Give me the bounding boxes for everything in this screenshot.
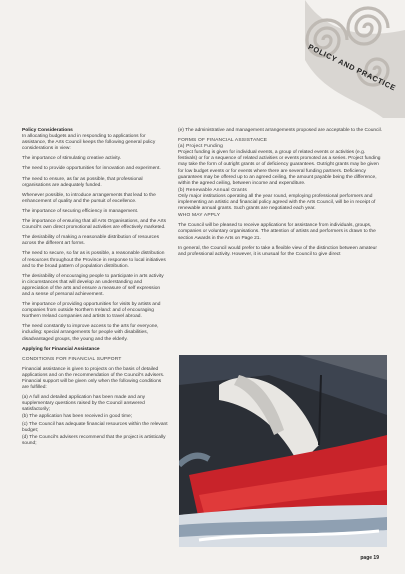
policy-point: The need constantly to improve access to the arts for everyone, including: special arrangements for people with disabilities, disadvantaged groups, the young and the elderly. (22, 324, 159, 342)
section-banner: POLICY AND PRACTICE (306, 42, 397, 93)
project-funding-text: Project funding is given for individual events, a group of related events or activities (e.g. festivals) or for a sequence of related activities or events promoted as a series. Project funding may take the form of outright grants or of deficiency guarantees. Outright grants may be given for low budget events or for events where there are several funding partners. Deficiency guarantees may be offered up to an agreed ceiling, the amount payable being the difference, within the agreed ceiling, between income and expenditure. (178, 150, 381, 186)
condition-item: (d) The Council's advisers recommend that the project is artistically sound; (22, 434, 166, 446)
left-column (22, 128, 168, 448)
policy-point: The desirability of making a reasonable distribution of resources across the different art forms. (22, 235, 160, 247)
policy-point: The need to secure, so far as is possible, a reasonable distribution of resources throughout the Province in response to local initiatives and to the broad pattern of population distribution. (22, 251, 166, 269)
policy-point: The importance of ensuring that all Arts Organisations, and the Arts Council's own direct promotional activities are effectively marketed. (22, 219, 167, 231)
forms-heading: FORMS OF FINANCIAL ASSISTANCE (178, 138, 268, 144)
conditions-intro: Financial assistance is given to projects on the basis of detailed applications and on the recommendation of the Council's advisers. Financial support will be given only when the following conditions are fulfilled: (22, 366, 165, 391)
policy-point: The importance of stimulating creative activity. (22, 156, 121, 162)
who-may-apply-text: The Council will be pleased to receive applications for assistance from individuals, groups, companies or voluntary organisations. The attention of artists and performers is drawn to the section Awards in the Arts on Page 21. (178, 223, 376, 241)
policy-point: The importance of providing opportunities for visits by artists and companies from outside Northern Ireland: and of encouraging Northern Ireland companies and artists to travel abroad. (22, 302, 161, 320)
condition-item: (c) The Council has adequate financial resources within the relevant budget; (22, 421, 168, 433)
annual-grants-text: Only major institutions operating all the year round, employing professional performers and implementing an artistic and financial policy agreed with the Arts Council, will be in receipt of renewable annual grants. Such grants are negotiated each year. (178, 193, 376, 212)
project-funding-heading: (a) Project Funding (178, 144, 223, 150)
condition-item: (a) A full and detailed application has been made and any supplementary questions raised by the Council answered satisfactorily; (22, 395, 146, 413)
who-may-apply-text: In general, the Council would prefer to take a flexible view of the distinction between amateur and professional activity. However, it is unusual for the Council to give direct (178, 245, 377, 257)
condition-item: (b) The application has been received in good time; (22, 414, 133, 420)
policy-intro: In allocating budgets and in responding to applications for assistance, the Arts Council keeps the following general policy considerations in view: (22, 134, 156, 152)
policy-point: The importance of securing efficiency in management. (22, 208, 139, 214)
policy-point: The desirability of encouraging people to participate in arts activity in circumstances that will develop an understanding and appreciation of the arts and ensure a measure of self expression and a sense of personal achievement. (22, 273, 164, 297)
who-may-apply-heading: WHO MAY APPLY (178, 213, 221, 219)
policy-point: Whenever possible, to introduce arrangements that lead to the enhancement of quality and the pursuit of excellence. (22, 192, 156, 204)
annual-grants-heading: (b) Renewable Annual Grants (178, 187, 247, 193)
conditions-heading: CONDITIONS FOR FINANCIAL SUPPORT (22, 356, 122, 362)
condition-item: (e) The administrative and management arrangements proposed are acceptable to the Council. (178, 128, 383, 133)
applying-heading: Applying for Financial Assistance (22, 346, 100, 352)
policy-point: The need to provide opportunities for innovation and experiment. (22, 166, 161, 172)
boat-painting (179, 355, 387, 547)
page-number: page 19 (360, 555, 379, 561)
policy-point: The need to ensure, as far as possible, that professional organisations are adequately funded. (22, 176, 143, 188)
policy-heading: Policy Considerations (22, 128, 73, 133)
right-column (178, 128, 382, 262)
